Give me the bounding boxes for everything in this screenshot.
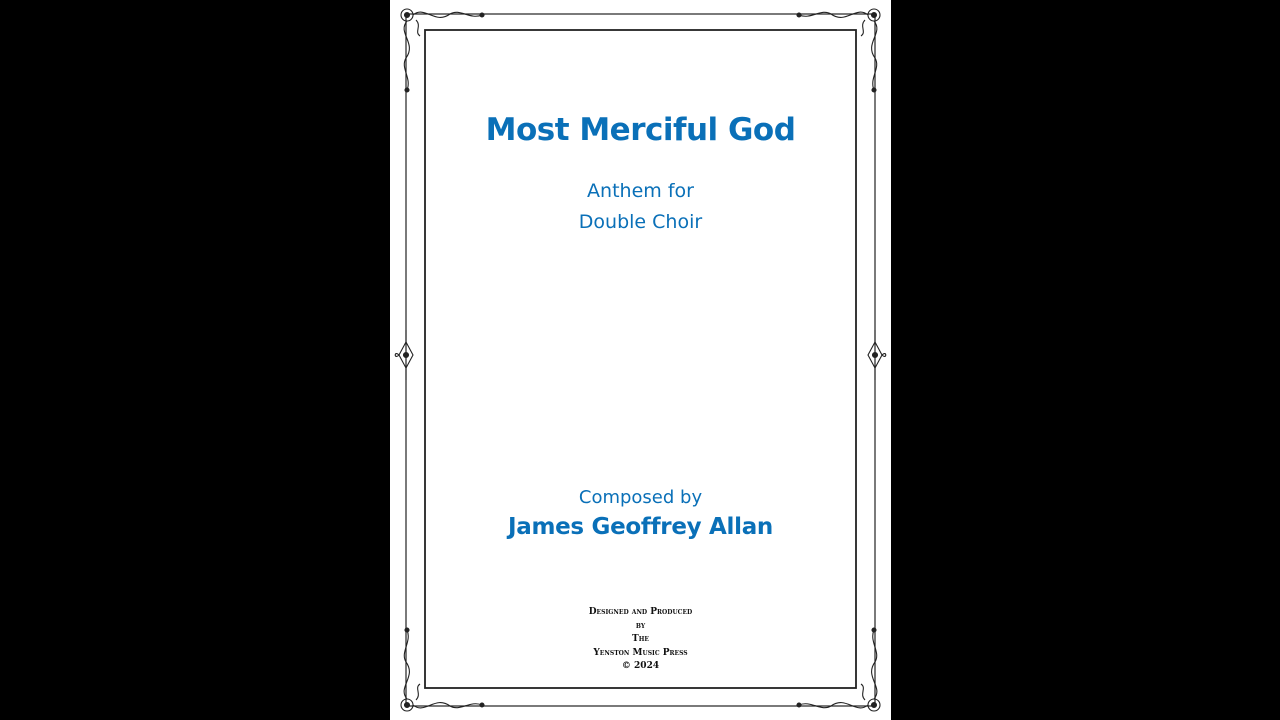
publisher-credits [390, 606, 891, 674]
ornate-corner-icon [797, 9, 880, 92]
credit-line: © 2024 [621, 661, 660, 671]
credit-line: The [632, 634, 649, 644]
credit-line: Designed and Produced [588, 607, 693, 617]
credit-line: by [635, 620, 646, 631]
document-title: Most Merciful God [485, 112, 796, 148]
diamond-ornament-icon [395, 330, 413, 380]
ornate-corner-icon [401, 9, 484, 92]
subtitle-line-1: Anthem for [587, 180, 694, 202]
subtitle-line-2: Double Choir [578, 211, 703, 233]
credit-line: Yenston Music Press [593, 647, 688, 658]
composed-by-label: Composed by [578, 487, 703, 508]
diamond-ornament-icon [868, 330, 886, 380]
composer-name: James Geoffrey Allan [507, 514, 774, 540]
cover-page [390, 0, 891, 720]
